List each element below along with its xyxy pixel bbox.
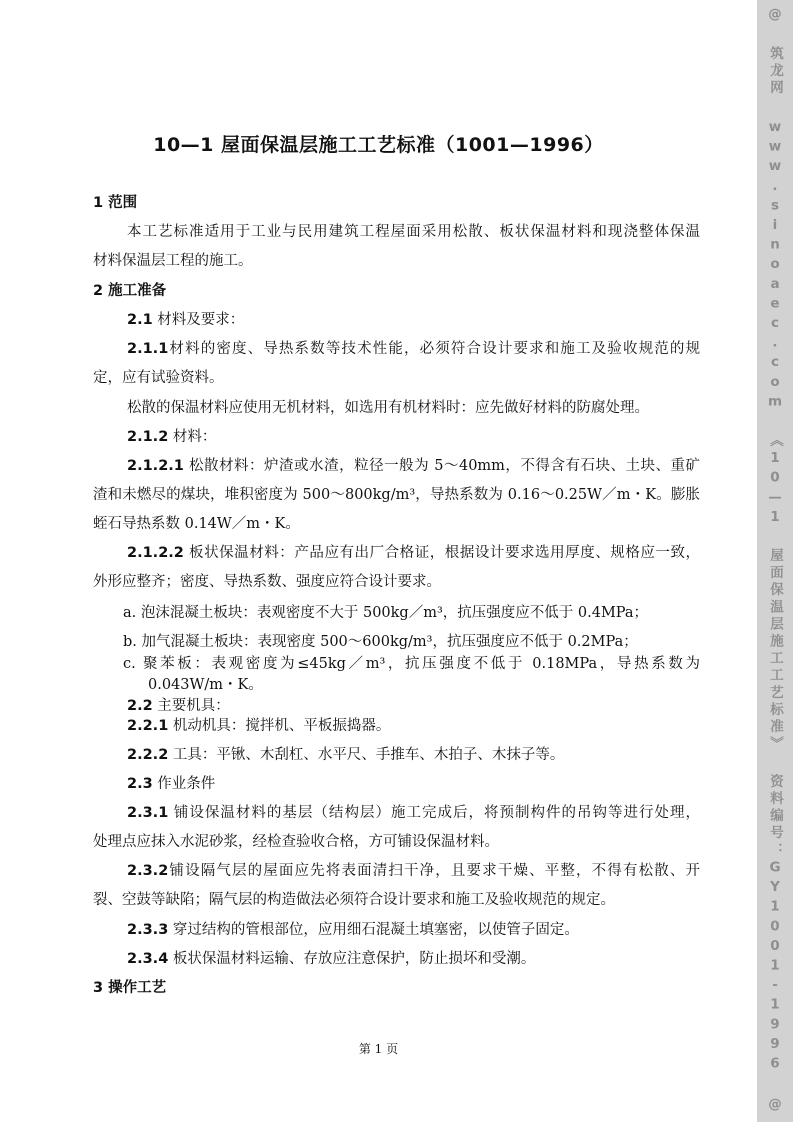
paragraph-line: 铺设隔气层的屋面应先将表面清扫干净，且要求干燥、平整，不得有松散、开 [168,863,700,879]
paragraph-line: 材料保温层工程的施工。 [93,253,253,269]
sidebar-url: www.sinoaec.com [767,118,783,413]
sidebar-at-bottom: @ [767,1096,783,1116]
section-number: 2.3.3 [127,922,169,938]
sidebar-text [757,0,793,1122]
page-number: 第 1 页 [358,1042,399,1056]
subsection-2-3 [127,774,215,794]
subsection-2-3-2 [127,861,700,881]
section-number: 2.1.2.2 [127,545,184,561]
section-number: 2.1 [127,312,153,328]
subsection-2-1 [127,310,244,330]
section-number: 2.1.1 [127,341,169,357]
paragraph-line: 本工艺标准适用于工业与民用建筑工程屋面采用松散、板状保温材料和现浇整体保温 [127,224,700,240]
subsection-text: 工具：平锹、木刮杠、水平尺、手推车、木拍子、木抹子等。 [168,747,565,763]
subsection-2-2-1 [127,716,390,736]
subsection-2-1-1 [127,339,700,359]
paragraph-line: 裂、空鼓等缺陷；隔气层的构造做法必须符合设计要求和施工及验收规范的规定。 [93,892,615,908]
paragraph-line: 外形应整齐；密度、导热系数、强度应符合设计要求。 [93,574,441,590]
paragraph-line: 松散材料：炉渣或水渣，粒径一般为 5～40mm，不得含有石块、土块、重矿 [183,458,700,474]
section-number: 2.1.2 [127,429,169,445]
paragraph-line: 定，应有试验资料。 [93,370,224,386]
section-number: 2.3.2 [127,863,169,879]
paragraph-line: 处理点应抹入水泥砂浆，经检查验收合格，方可铺设保温材料。 [93,834,499,850]
section-heading-3: 3 操作工艺 [93,980,167,996]
section-number: 2.1.2.1 [127,458,184,474]
list-item-c-cont: 0.043W/m・K。 [148,677,263,693]
sidebar-at-top: @ [767,6,783,26]
section-heading-1: 1 范围 [93,195,138,211]
paragraph-line: 材料的密度、导热系数等技术性能，必须符合设计要求和施工及验收规范的规 [168,341,700,357]
section-number: 2.2.1 [127,718,169,734]
subsection-2-1-2 [127,427,216,447]
subsection-text: 材料及要求： [152,312,245,328]
subsection-2-3-4 [127,949,535,969]
subsection-2-2 [127,696,230,716]
list-item-a: a. 泡沫混凝土板块：表观密度不大于 500kg／m³，抗压强度应不低于 0.4MPa； [123,605,649,621]
page-title: 10—1 屋面保温层施工工艺标准（1001—1996） [153,134,604,156]
section-number: 2.3.1 [127,805,169,821]
sidebar-doc-number: 资料编号：GY1001-1996 [767,774,783,1076]
subsection-text: 穿过结构的管根部位，应用细石混凝土填塞密，以使管子固定。 [168,922,579,938]
paragraph-line: 松散的保温材料应使用无机材料，如选用有机材料时：应先做好材料的防腐处理。 [127,400,649,416]
paragraph-line: 蛭石导热系数 0.14W／m・K。 [93,516,300,532]
paragraph-line: 渣和未燃尽的煤块，堆积密度为 500～800kg/m³，导热系数为 0.16～0.25W／m・K。膨胀 [93,487,700,503]
paragraph-line: 铺设保温材料的基层（结构层）施工完成后，将预制构件的吊钩等进行处理， [168,805,700,821]
section-heading-2: 2 施工准备 [93,283,167,299]
sidebar-site-name: 筑龙网 [767,46,783,98]
section-number: 2.3 [127,776,153,792]
paragraph-line: 板状保温材料：产品应有出厂合格证，根据设计要求选用厚度、规格应一致， [183,545,700,561]
subsection-text: 作业条件 [152,776,216,792]
subsection-2-3-1 [127,803,700,823]
watermark-sidebar [757,0,793,1122]
subsection-text: 机动机具：搅拌机、平板振捣器。 [168,718,391,734]
subsection-2-3-3 [127,920,579,940]
subsection-2-1-2-1 [127,456,700,476]
subsection-text: 板状保温材料运输、存放应注意保护，防止损坏和受潮。 [168,951,536,967]
list-item-c: c. 聚苯板：表观密度为≤45kg／m³，抗压强度不低于 0.18MPa，导热系数为 [123,656,700,672]
subsection-2-1-2-2 [127,543,700,563]
section-number: 2.2.2 [127,747,169,763]
section-number: 2.3.4 [127,951,169,967]
subsection-text: 主要机具： [152,698,230,714]
subsection-text: 材料： [168,429,217,445]
section-number: 2.2 [127,698,153,714]
list-item-b: b. 加气混凝土板块：表现密度 500～600kg/m³，抗压强度应不低于 0.2MPa； [123,634,638,650]
sidebar-doc-title: 《10—1 屋面保温层施工工艺标准》 [767,433,783,754]
subsection-2-2-2 [127,745,564,765]
